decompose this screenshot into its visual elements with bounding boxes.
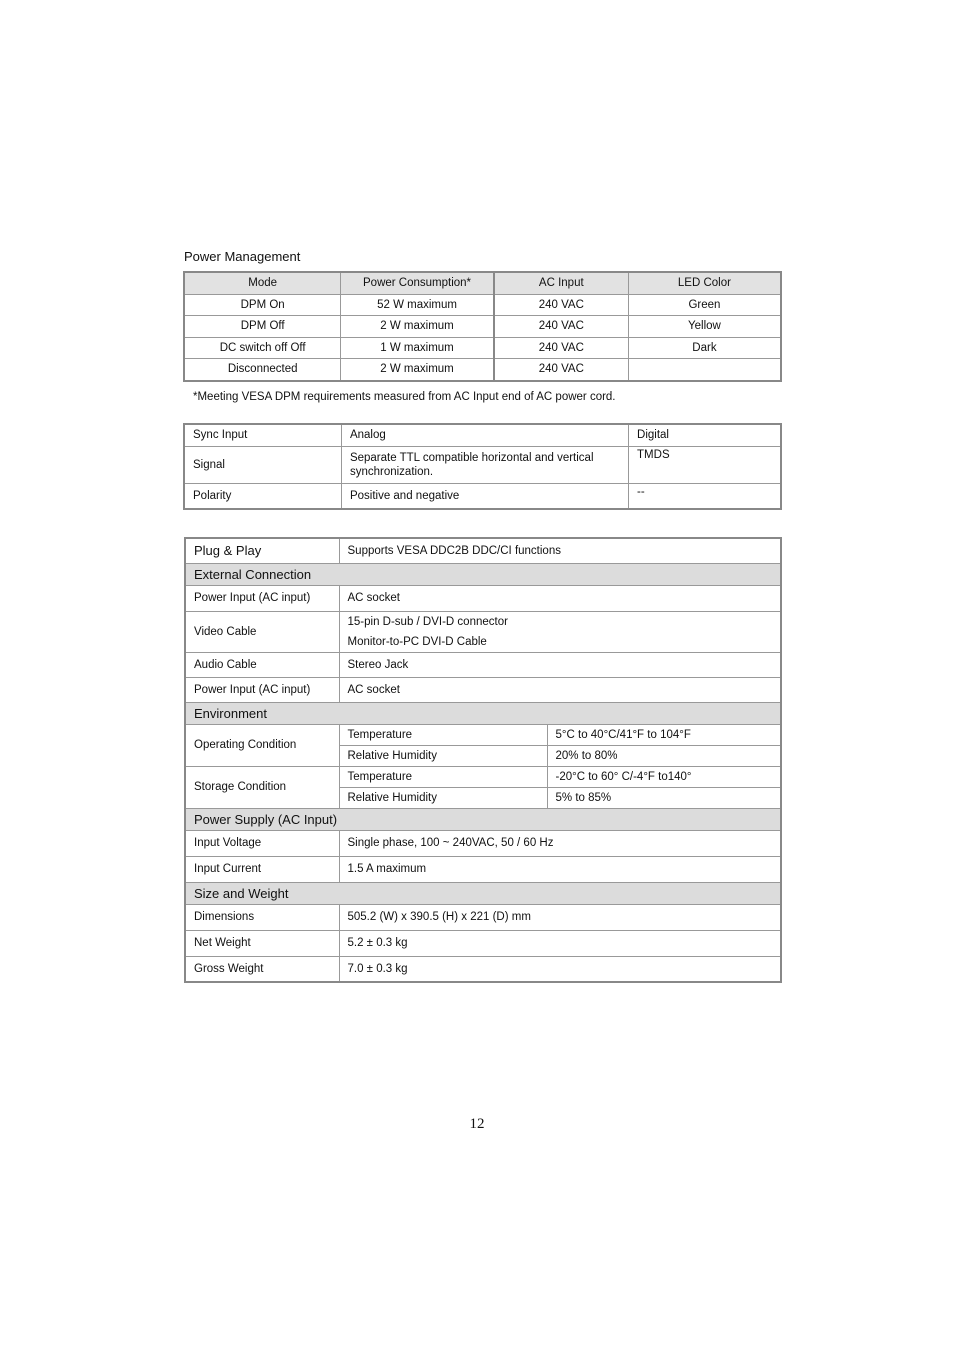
cell-led-color: Green (628, 294, 781, 316)
cell-led-color: Dark (628, 337, 781, 359)
plug-play-label: Plug & Play (185, 538, 339, 563)
table-row (185, 830, 781, 856)
input-voltage-label: Input Voltage (185, 830, 339, 856)
net-weight-value: 5.2 ± 0.3 kg (339, 930, 781, 956)
signal-label: Signal (184, 446, 341, 483)
table-header-row (184, 272, 781, 294)
environment-header: Environment (185, 702, 781, 724)
storage-condition-label: Storage Condition (185, 766, 339, 808)
table-row (185, 904, 781, 930)
power-footnote: *Meeting VESA DPM requirements measured from AC Input end of AC power cord. (193, 391, 616, 403)
audio-cable-value: Stereo Jack (339, 652, 781, 677)
cell-ac-input: 240 VAC (494, 316, 629, 338)
table-row (185, 766, 781, 787)
table-row (184, 483, 781, 509)
dimensions-label: Dimensions (185, 904, 339, 930)
input-voltage-value: Single phase, 100 ~ 240VAC, 50 / 60 Hz (339, 830, 781, 856)
table-row (184, 294, 781, 316)
section-header-row (185, 808, 781, 830)
video-cable-value (339, 611, 781, 652)
st-humidity-label: Relative Humidity (339, 787, 547, 808)
table-row (185, 956, 781, 982)
header-led-color: LED Color (628, 272, 781, 294)
cell-mode: DPM Off (184, 316, 341, 338)
input-current-value: 1.5 A maximum (339, 856, 781, 882)
cell-power: 2 W maximum (341, 316, 494, 338)
power-management-table (183, 271, 782, 382)
plug-play-value: Supports VESA DDC2B DDC/CI functions (339, 538, 781, 563)
st-temperature-label: Temperature (339, 766, 547, 787)
table-row (185, 856, 781, 882)
st-temperature-value: -20°C to 60° C/-4°F to140° (547, 766, 781, 787)
power-input-label: Power Input (AC input) (185, 585, 339, 611)
table-row (184, 424, 781, 446)
section-header-row (185, 702, 781, 724)
sync-table (183, 423, 782, 510)
header-ac-input: AC Input (494, 272, 629, 294)
spec-table (184, 537, 782, 983)
cell-ac-input: 240 VAC (494, 337, 629, 359)
op-humidity-value: 20% to 80% (547, 745, 781, 766)
header-mode: Mode (184, 272, 341, 294)
polarity-analog: Positive and negative (341, 483, 628, 509)
gross-weight-label: Gross Weight (185, 956, 339, 982)
op-humidity-label: Relative Humidity (339, 745, 547, 766)
table-row (185, 724, 781, 745)
audio-cable-label: Audio Cable (185, 652, 339, 677)
video-cable-value-line2: Monitor-to-PC DVI-D Cable (347, 635, 487, 648)
cell-led-color (628, 359, 781, 381)
size-weight-header: Size and Weight (185, 882, 781, 904)
op-temperature-value: 5°C to 40°C/41°F to 104°F (547, 724, 781, 745)
power-input-value: AC socket (339, 585, 781, 611)
sync-analog: Analog (341, 424, 628, 446)
net-weight-label: Net Weight (185, 930, 339, 956)
st-humidity-value: 5% to 85% (547, 787, 781, 808)
power-input2-label: Power Input (AC input) (185, 677, 339, 702)
polarity-digital: -- (629, 483, 781, 509)
table-row (185, 930, 781, 956)
cell-led-color: Yellow (628, 316, 781, 338)
dimensions-value: 505.2 (W) x 390.5 (H) x 221 (D) mm (339, 904, 781, 930)
header-power-consumption: Power Consumption* (341, 272, 494, 294)
polarity-label: Polarity (184, 483, 341, 509)
sync-input-label: Sync Input (184, 424, 341, 446)
table-row (184, 316, 781, 338)
cell-ac-input: 240 VAC (494, 294, 629, 316)
op-temperature-label: Temperature (339, 724, 547, 745)
table-row (185, 538, 781, 563)
signal-digital: TMDS (629, 446, 781, 483)
external-connection-header: External Connection (185, 563, 781, 585)
table-row (185, 677, 781, 702)
cell-power: 2 W maximum (341, 359, 494, 381)
operating-condition-label: Operating Condition (185, 724, 339, 766)
table-row (184, 337, 781, 359)
table-row (184, 446, 781, 483)
video-cable-label: Video Cable (185, 611, 339, 652)
cell-mode: DC switch off Off (184, 337, 341, 359)
table-row (185, 611, 781, 652)
cell-power: 1 W maximum (341, 337, 494, 359)
cell-ac-input: 240 VAC (494, 359, 629, 381)
power-management-title: Power Management (184, 249, 301, 264)
power-supply-header: Power Supply (AC Input) (185, 808, 781, 830)
table-row (185, 652, 781, 677)
video-cable-value-line1: 15-pin D-sub / DVI-D connector (347, 615, 508, 628)
cell-mode: Disconnected (184, 359, 341, 381)
page-number: 12 (469, 1116, 485, 1132)
table-row (184, 359, 781, 381)
signal-analog: Separate TTL compatible horizontal and vertical synchronization. (341, 446, 628, 483)
power-input2-value: AC socket (339, 677, 781, 702)
input-current-label: Input Current (185, 856, 339, 882)
cell-power: 52 W maximum (341, 294, 494, 316)
table-row (185, 585, 781, 611)
sync-digital: Digital (629, 424, 781, 446)
gross-weight-value: 7.0 ± 0.3 kg (339, 956, 781, 982)
cell-mode: DPM On (184, 294, 341, 316)
section-header-row (185, 563, 781, 585)
section-header-row (185, 882, 781, 904)
